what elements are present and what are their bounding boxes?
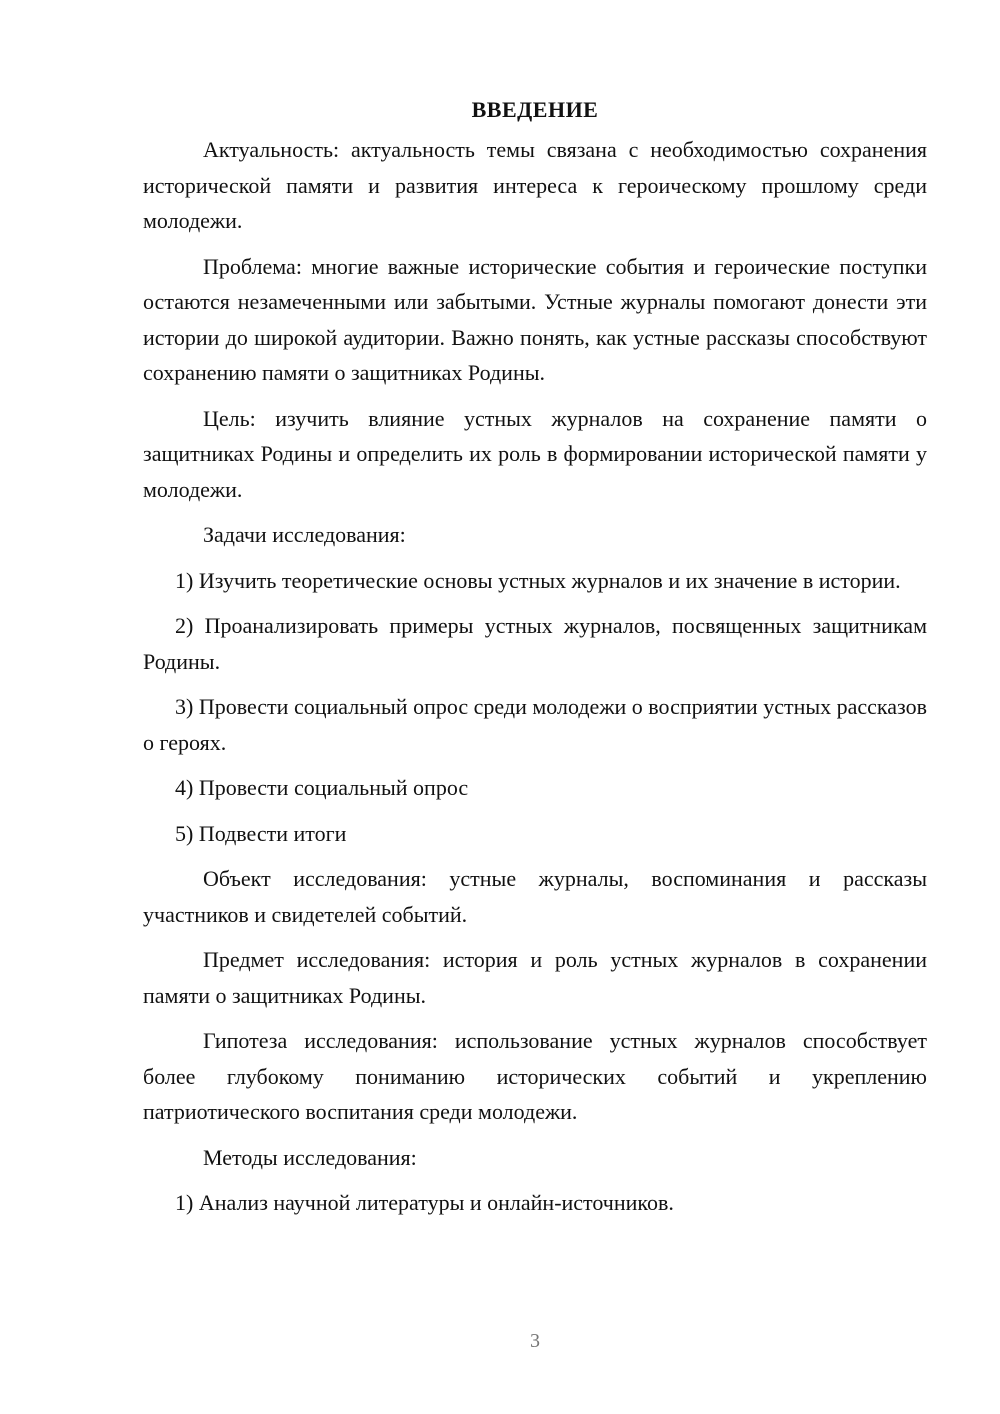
method-item-1: 1) Анализ научной литературы и онлайн-источников. bbox=[175, 1190, 674, 1215]
paragraph-relevance: Актуальность: актуальность темы связана с необходимостью сохранения исторической памяти и развития интереса к героическому прошлому среди молодежи. bbox=[143, 137, 927, 233]
page-title: ВВЕДЕНИЕ bbox=[471, 97, 599, 122]
paragraph-object: Объект исследования: устные журналы, воспоминания и рассказы участников и свидетелей событий. bbox=[143, 866, 927, 927]
task-item-3: 3) Провести социальный опрос среди молодежи о восприятии устных рассказов о героях. bbox=[143, 694, 927, 755]
task-item-4: 4) Провести социальный опрос bbox=[175, 775, 469, 800]
paragraph-problem: Проблема: многие важные исторические события и героические поступки остаются незамеченными или забытыми. Устные журналы помогают донести эти истории до широкой аудитории. Важно понять, как устные рассказы способствуют сохранению памяти о защитниках Родины. bbox=[143, 253, 927, 385]
task-item-2: 2) Проанализировать примеры устных журналов, посвященных защитникам Родины. bbox=[143, 613, 927, 674]
document-page bbox=[143, 92, 927, 1231]
task-item-1: 1) Изучить теоретические основы устных журналов и их значение в истории. bbox=[175, 567, 901, 593]
page-number: 3 bbox=[530, 1330, 540, 1352]
paragraph-goal: Цель: изучить влияние устных журналов на сохранение памяти о защитниках Родины и определить их роль в формировании исторической памяти у молодежи. bbox=[143, 405, 927, 502]
tasks-heading: Задачи исследования: bbox=[203, 522, 406, 547]
paragraph-hypothesis: Гипотеза исследования: использование устных журналов способствует более глубокому пониманию исторических событий и укреплению патриотического воспитания среди молодежи. bbox=[143, 1028, 927, 1124]
task-item-5: 5) Подвести итоги bbox=[175, 820, 347, 846]
methods-heading: Методы исследования: bbox=[203, 1144, 417, 1170]
paragraph-subject: Предмет исследования: история и роль устных журналов в сохранении памяти о защитниках Родины. bbox=[143, 947, 927, 1008]
